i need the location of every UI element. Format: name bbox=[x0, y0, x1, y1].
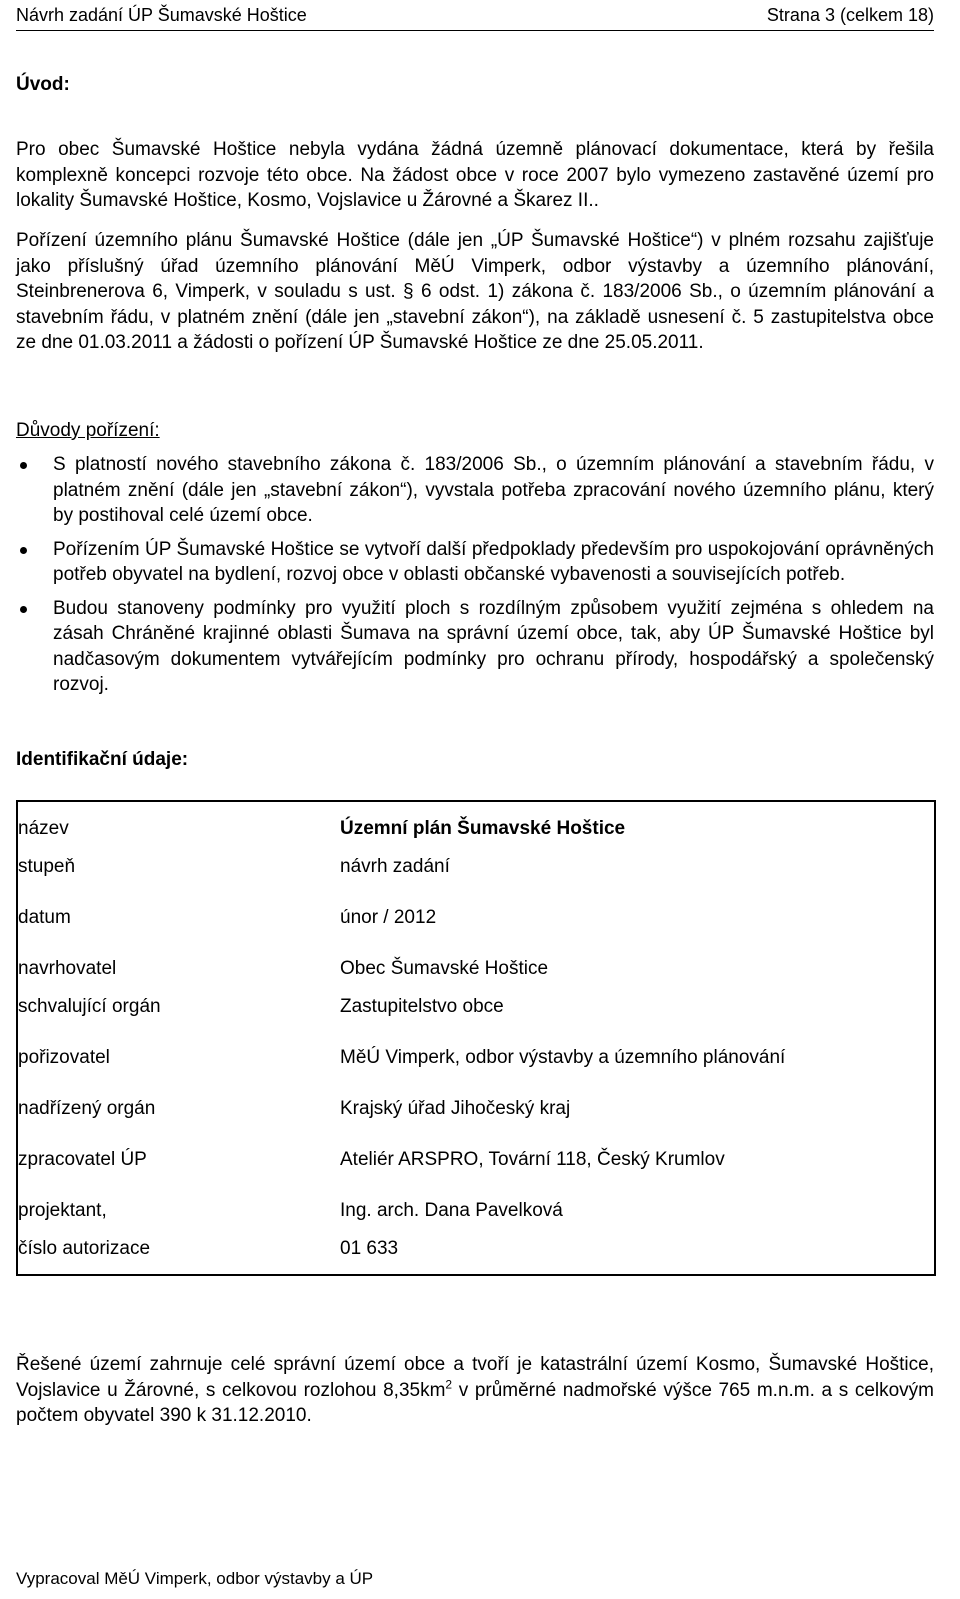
bullet-icon bbox=[20, 606, 27, 613]
table-row bbox=[17, 1141, 935, 1179]
table-row bbox=[17, 950, 935, 988]
ident-key: stupeň bbox=[18, 856, 76, 877]
ident-value: Územní plán Šumavské Hoštice bbox=[340, 818, 626, 839]
area-paragraph bbox=[16, 1352, 934, 1429]
ident-value: návrh zadání bbox=[340, 856, 450, 877]
table-row bbox=[17, 899, 935, 937]
table-row bbox=[17, 988, 935, 1026]
bullet-icon bbox=[20, 462, 27, 469]
bullet-icon bbox=[20, 547, 27, 554]
ident-value: Ing. arch. Dana Pavelková bbox=[340, 1200, 563, 1221]
ident-value: Ateliér ARSPRO, Tovární 118, Český Krumlov bbox=[340, 1149, 725, 1170]
intro-paragraph-2: Pořízení územního plánu Šumavské Hoštice (dále jen „ÚP Šumavské Hoštice“) v plném rozsahu zajišťuje jako příslušný úřad územního plánování MěÚ Vimperk, odbor výstavby a územního plánování, Steinbrenerova 6, Vimperk, v souladu s ust. § 6 odst. 1) zákona č. 183/2006 Sb., o územním plánování a stavebním řádu, v platném znění (dále jen „stavební zákon“), na základě usnesení č. 5 zastupitelstva obce ze dne 01.03.2011 a žádosti o pořízení ÚP Šumavské Hoštice ze dne 25.05.2011. bbox=[16, 230, 934, 353]
ident-value: Obec Šumavské Hoštice bbox=[340, 958, 549, 979]
reasons-list bbox=[16, 452, 934, 706]
ident-value: únor / 2012 bbox=[340, 907, 437, 928]
ident-key: schvalující orgán bbox=[18, 996, 161, 1017]
area-text-a: Řešené území zahrnuje celé správní území obce a tvoří je katastrální území Kosmo, Šumavské Hoštice, Vojslavice u Žárovné, s celkovou rozlohou 8,35km bbox=[16, 1354, 934, 1401]
page-footer: Vypracoval MěÚ Vimperk, odbor výstavby a ÚP bbox=[16, 1569, 374, 1588]
table-row bbox=[17, 1230, 935, 1268]
ident-key: projektant, bbox=[18, 1200, 107, 1221]
table-row bbox=[17, 1090, 935, 1128]
ident-key: číslo autorizace bbox=[18, 1238, 151, 1259]
header-page-number: Strana 3 (celkem 18) bbox=[766, 5, 934, 25]
intro-paragraph-1: Pro obec Šumavské Hoštice nebyla vydána žádná územně plánovací dokumentace, která by řešila komplexně koncepci rozvoje této obce. Na žádost obce v roce 2007 bylo vymezeno zastavěné území pro lokality Šumavské Hoštice, Kosmo, Vojslavice u Žárovné a Škarez II.. bbox=[16, 139, 934, 211]
ident-key: pořizovatel bbox=[18, 1047, 110, 1068]
identification-table bbox=[16, 800, 936, 1276]
reason-text: Pořízením ÚP Šumavské Hoštice se vytvoří další předpoklady především pro uspokojování oprávněných potřeb obyvatel na bydlení, rozvoj obce v oblasti občanské vybavenosti a souvisejících potřeb. bbox=[53, 538, 934, 585]
table-row bbox=[17, 848, 935, 886]
area-text-b: v průměrné nadmořské výšce 765 m.n.m. a s celkovým počtem obyvatel 390 k 31.12.2010. bbox=[16, 1379, 935, 1426]
reasons-heading: Důvody pořízení: bbox=[16, 420, 160, 441]
ident-key: navrhovatel bbox=[18, 958, 117, 979]
ident-key: datum bbox=[18, 907, 71, 928]
list-item bbox=[16, 537, 934, 588]
ident-value: Zastupitelstvo obce bbox=[340, 996, 504, 1017]
reason-text: Budou stanoveny podmínky pro využití ploch s rozdílným způsobem využití zejména s ohledem na zásah Chráněné krajinné oblasti Šumava na správní území obce, tak, aby ÚP Šumavské Hoštice byl nadčasovým dokumentem vytvářejícím podmínky pro ochranu přírody, hospodářský a společenský rozvoj. bbox=[53, 597, 934, 695]
header-title: Návrh zadání ÚP Šumavské Hoštice bbox=[16, 5, 307, 25]
list-item bbox=[16, 452, 934, 529]
ident-value: 01 633 bbox=[340, 1238, 399, 1259]
table-row bbox=[17, 1039, 935, 1077]
ident-heading: Identifikační údaje: bbox=[16, 749, 189, 770]
ident-value: MěÚ Vimperk, odbor výstavby a územního plánování bbox=[340, 1047, 786, 1068]
table-row bbox=[17, 1192, 935, 1230]
reason-text: S platností nového stavebního zákona č. 183/2006 Sb., o územním plánování a stavebním řádu, v platném znění (dále jen „stavební zákon“), vyvstala potřeba zpracování nového územního plánu, který by postihoval celé území obce. bbox=[53, 454, 934, 526]
table-row bbox=[17, 810, 935, 848]
ident-key: zpracovatel ÚP bbox=[18, 1149, 147, 1170]
area-superscript: 2 bbox=[445, 1377, 453, 1392]
header-rule bbox=[16, 30, 934, 31]
list-item bbox=[16, 596, 934, 698]
intro-heading: Úvod: bbox=[16, 74, 70, 95]
ident-key: název bbox=[18, 818, 69, 839]
ident-value: Krajský úřad Jihočeský kraj bbox=[340, 1098, 571, 1119]
ident-key: nadřízený orgán bbox=[18, 1098, 156, 1119]
